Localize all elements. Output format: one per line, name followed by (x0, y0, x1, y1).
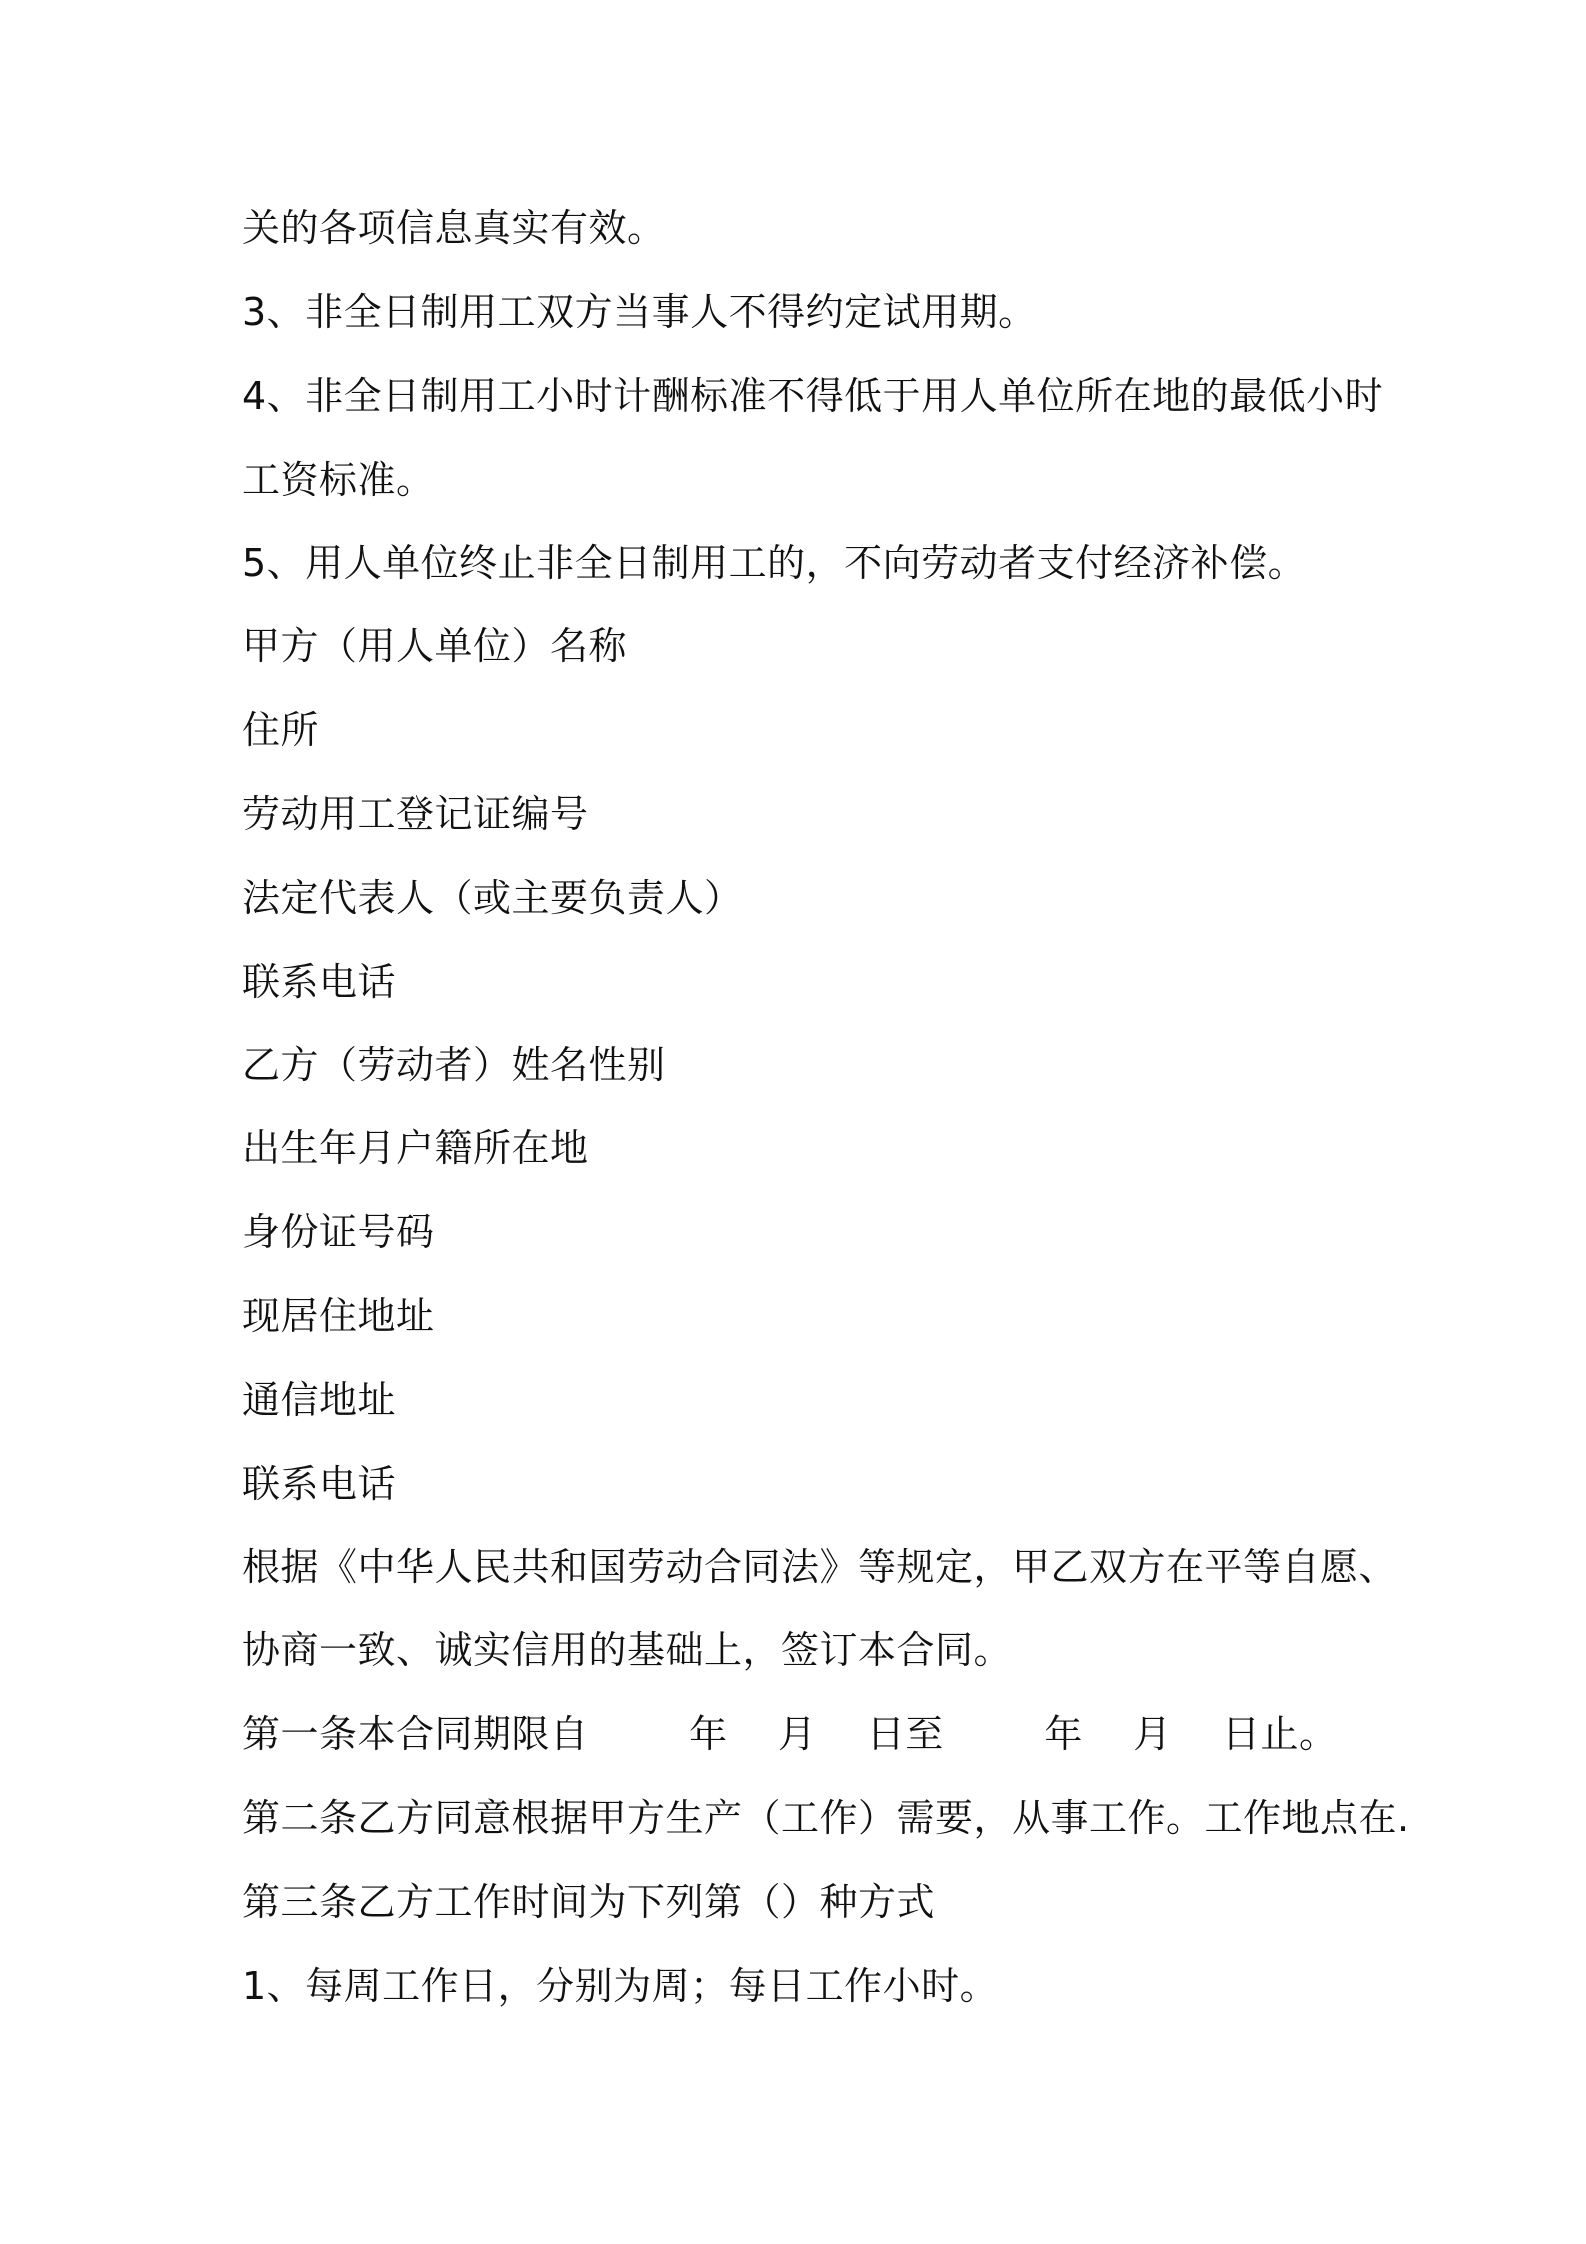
text-line-5: 5、用人单位终止非全日制用工的，不向劳动者支付经济补偿。 (242, 541, 1307, 585)
party-b-phone-label: 联系电话 (242, 1462, 397, 1506)
text-line-18: 协商一致、诚实信用的基础上，签订本合同。 (242, 1628, 1013, 1672)
current-address-label: 现居住地址 (242, 1294, 435, 1338)
text-line-2: 3、非全日制用工双方当事人不得约定试用期。 (242, 290, 1037, 334)
article-3: 第三条乙方工作时间为下列第（）种方式 (242, 1880, 936, 1924)
birth-domicile-label: 出生年月户籍所在地 (242, 1126, 589, 1170)
text-line-1: 关的各项信息真实有效。 (242, 206, 666, 250)
party-a-address-label: 住所 (242, 708, 320, 752)
text-line-3: 4、非全日制用工小时计酬标准不得低于用人单位所在地的最低小时 (242, 374, 1384, 418)
id-number-label: 身份证号码 (242, 1210, 435, 1254)
article-2: 第二条乙方同意根据甲方生产（工作）需要，从事工作。工作地点在. (242, 1796, 1410, 1840)
text-line-4: 工资标准。 (242, 458, 435, 502)
text-line-17: 根据《中华人民共和国劳动合同法》等规定，甲乙双方在平等自愿、 (242, 1545, 1398, 1589)
mailing-address-label: 通信地址 (242, 1378, 397, 1422)
article-1: 第一条本合同期限自 年 月 日至 年 月 日止。 (242, 1712, 1338, 1756)
party-a-phone-label: 联系电话 (242, 960, 397, 1004)
party-b-name-label: 乙方（劳动者）姓名性别 (242, 1043, 666, 1087)
legal-representative-label: 法定代表人（或主要负责人） (242, 876, 743, 920)
registration-number-label: 劳动用工登记证编号 (242, 792, 589, 836)
party-a-name-label: 甲方（用人单位）名称 (242, 624, 628, 668)
article-3-option-1: 1、每周工作日，分别为周；每日工作小时。 (242, 1964, 999, 2008)
